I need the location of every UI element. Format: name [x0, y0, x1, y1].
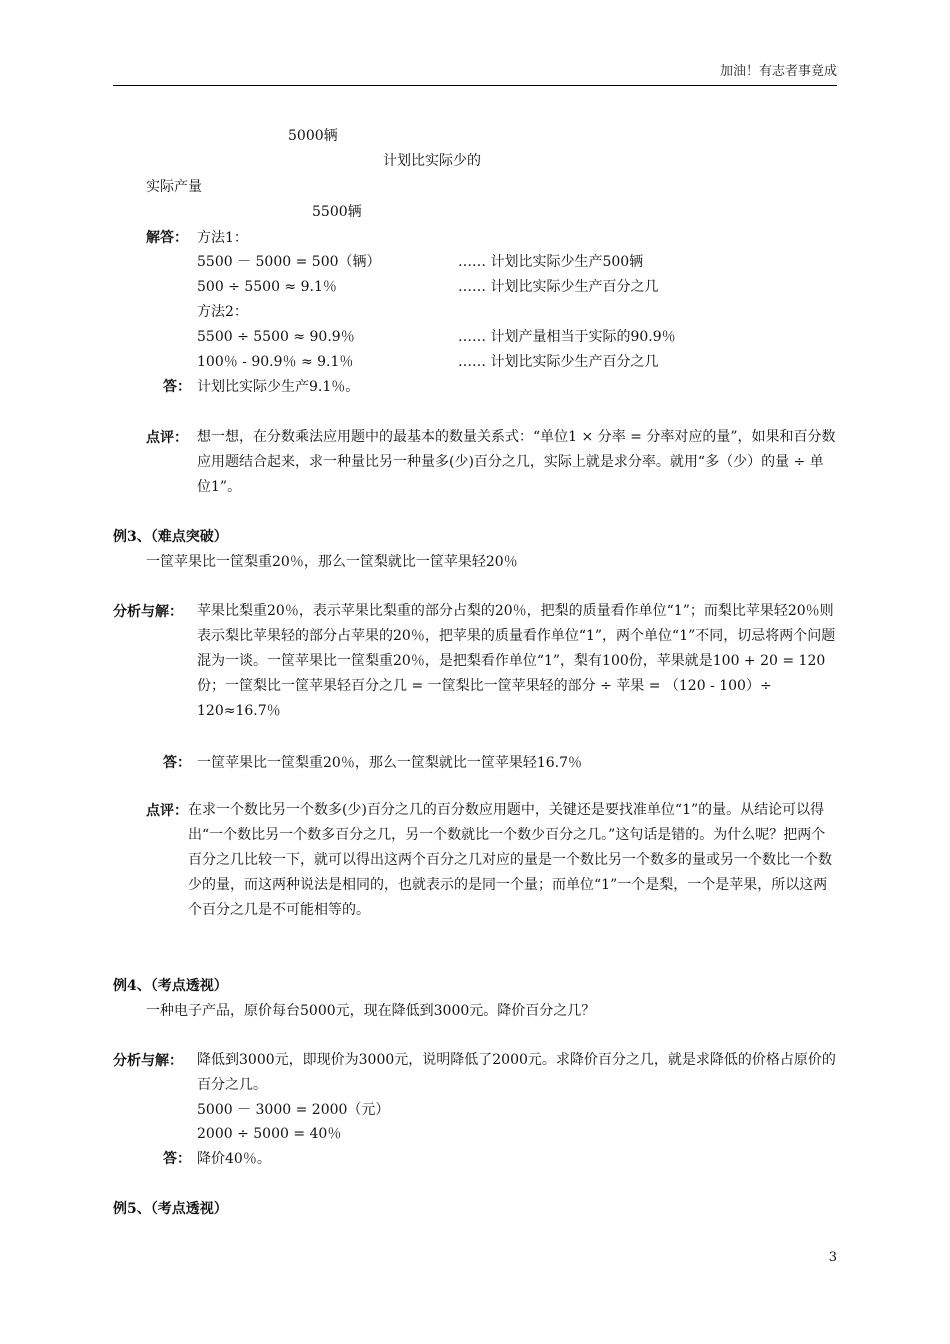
analysis-text: 苹果比梨重20％，表示苹果比梨重的部分占梨的20％，把梨的质量看作单位“1”；而梨比苹果轻20％则表示梨比苹果轻的部分占苹果的20％，把苹果的质量看作单位“1”，两个单位“1”不同，切忌将两个问题混为一谈。一筐苹果比一筐梨重20％，是把梨看作单位“1”，梨有100份，苹果就是100 + 20 = 120份；一筐梨比一筐苹果轻百分之几 = 一筐梨比一筐苹果轻的部分 ÷ 苹果 = （120 - 100）÷ 120≈16.7％	[197, 603, 836, 719]
final-answer-label: 答：	[163, 379, 191, 395]
analysis-label: 分析与解：	[113, 1053, 183, 1069]
page-number: 3	[828, 1250, 837, 1265]
diagram-actual: 5500辆	[312, 204, 362, 220]
header-motto: 加油！有志者事竟成	[719, 64, 837, 79]
diagram-relation: 计划比实际少的	[383, 153, 481, 169]
comment-text: 想一想，在分数乘法应用题中的最基本的数量关系式：“单位1 × 分率 = 分率对应的量”，如果和百分数应用题结合起来，求一种量比另一种量多(少)百分之几，实际上就是求分率。就用“多（少）的量 ÷ 单位1”。	[197, 429, 836, 495]
answer-label: 答：	[163, 755, 191, 771]
method-1-label: 方法1：	[197, 230, 248, 246]
equation-note: …… 计划比实际少生产百分之几	[458, 279, 659, 295]
answer-text: 降价40％。	[197, 1151, 271, 1167]
equation: 5000 － 3000 = 2000（元）	[197, 1102, 390, 1118]
analysis-text: 降低到3000元，即现价为3000元，说明降低了2000元。求降价百分之几，就是求降低的价格占原价的百分之几。	[197, 1052, 836, 1093]
comment-label: 点评：	[146, 803, 188, 819]
example-4-title: 例4、（考点透视）	[113, 978, 228, 994]
example-3-title: 例3、（难点突破）	[113, 529, 228, 545]
equation-note: …… 计划比实际少生产500辆	[458, 254, 644, 270]
diagram-actual-label: 实际产量	[146, 179, 202, 195]
equation: 5500 ÷ 5500 ≈ 90.9％	[197, 329, 355, 345]
comment-label: 点评：	[146, 430, 188, 446]
final-answer: 计划比实际少生产9.1％。	[197, 379, 360, 395]
equation: 100％ - 90.9％ ≈ 9.1％	[197, 354, 354, 370]
comment-text: 在求一个数比另一个数多(少)百分之几的百分数应用题中，关键还是要找准单位“1”的量。从结论可以得出“一个数比另一个数多百分之几，另一个数就比一个数少百分之几。”这句话是错的。为什么呢？把两个百分之几比较一下，就可以得出这两个百分之几对应的量是一个数比另一个数多的量或另一个数比一个数少的量，而这两种说法是相同的，也就表示的是同一个量；而单位“1”一个是梨，一个是苹果，所以这两个百分之几是不可能相等的。	[188, 802, 832, 918]
equation: 2000 ÷ 5000 = 40％	[197, 1126, 342, 1142]
equation-note: …… 计划产量相当于实际的90.9％	[458, 329, 676, 345]
header-divider	[113, 85, 837, 86]
analysis-label: 分析与解：	[113, 604, 183, 620]
equation-note: …… 计划比实际少生产百分之几	[458, 354, 659, 370]
example-4-problem: 一种电子产品，原价每台5000元，现在降低到3000元。降价百分之几？	[146, 1003, 596, 1019]
answer-label: 答：	[163, 1151, 191, 1167]
equation: 500 ÷ 5500 ≈ 9.1％	[197, 279, 337, 295]
example-3-problem: 一筐苹果比一筐梨重20％，那么一筐梨就比一筐苹果轻20％	[146, 554, 518, 570]
answer-text: 一筐苹果比一筐梨重20％，那么一筐梨就比一筐苹果轻16.7％	[197, 755, 582, 771]
diagram-plan: 5000辆	[288, 128, 338, 144]
example-5-title: 例5、（考点透视）	[113, 1201, 228, 1217]
method-2-label: 方法2：	[197, 304, 248, 320]
equation: 5500 － 5000 = 500（辆）	[197, 254, 381, 270]
answer-label: 解答：	[146, 230, 188, 246]
